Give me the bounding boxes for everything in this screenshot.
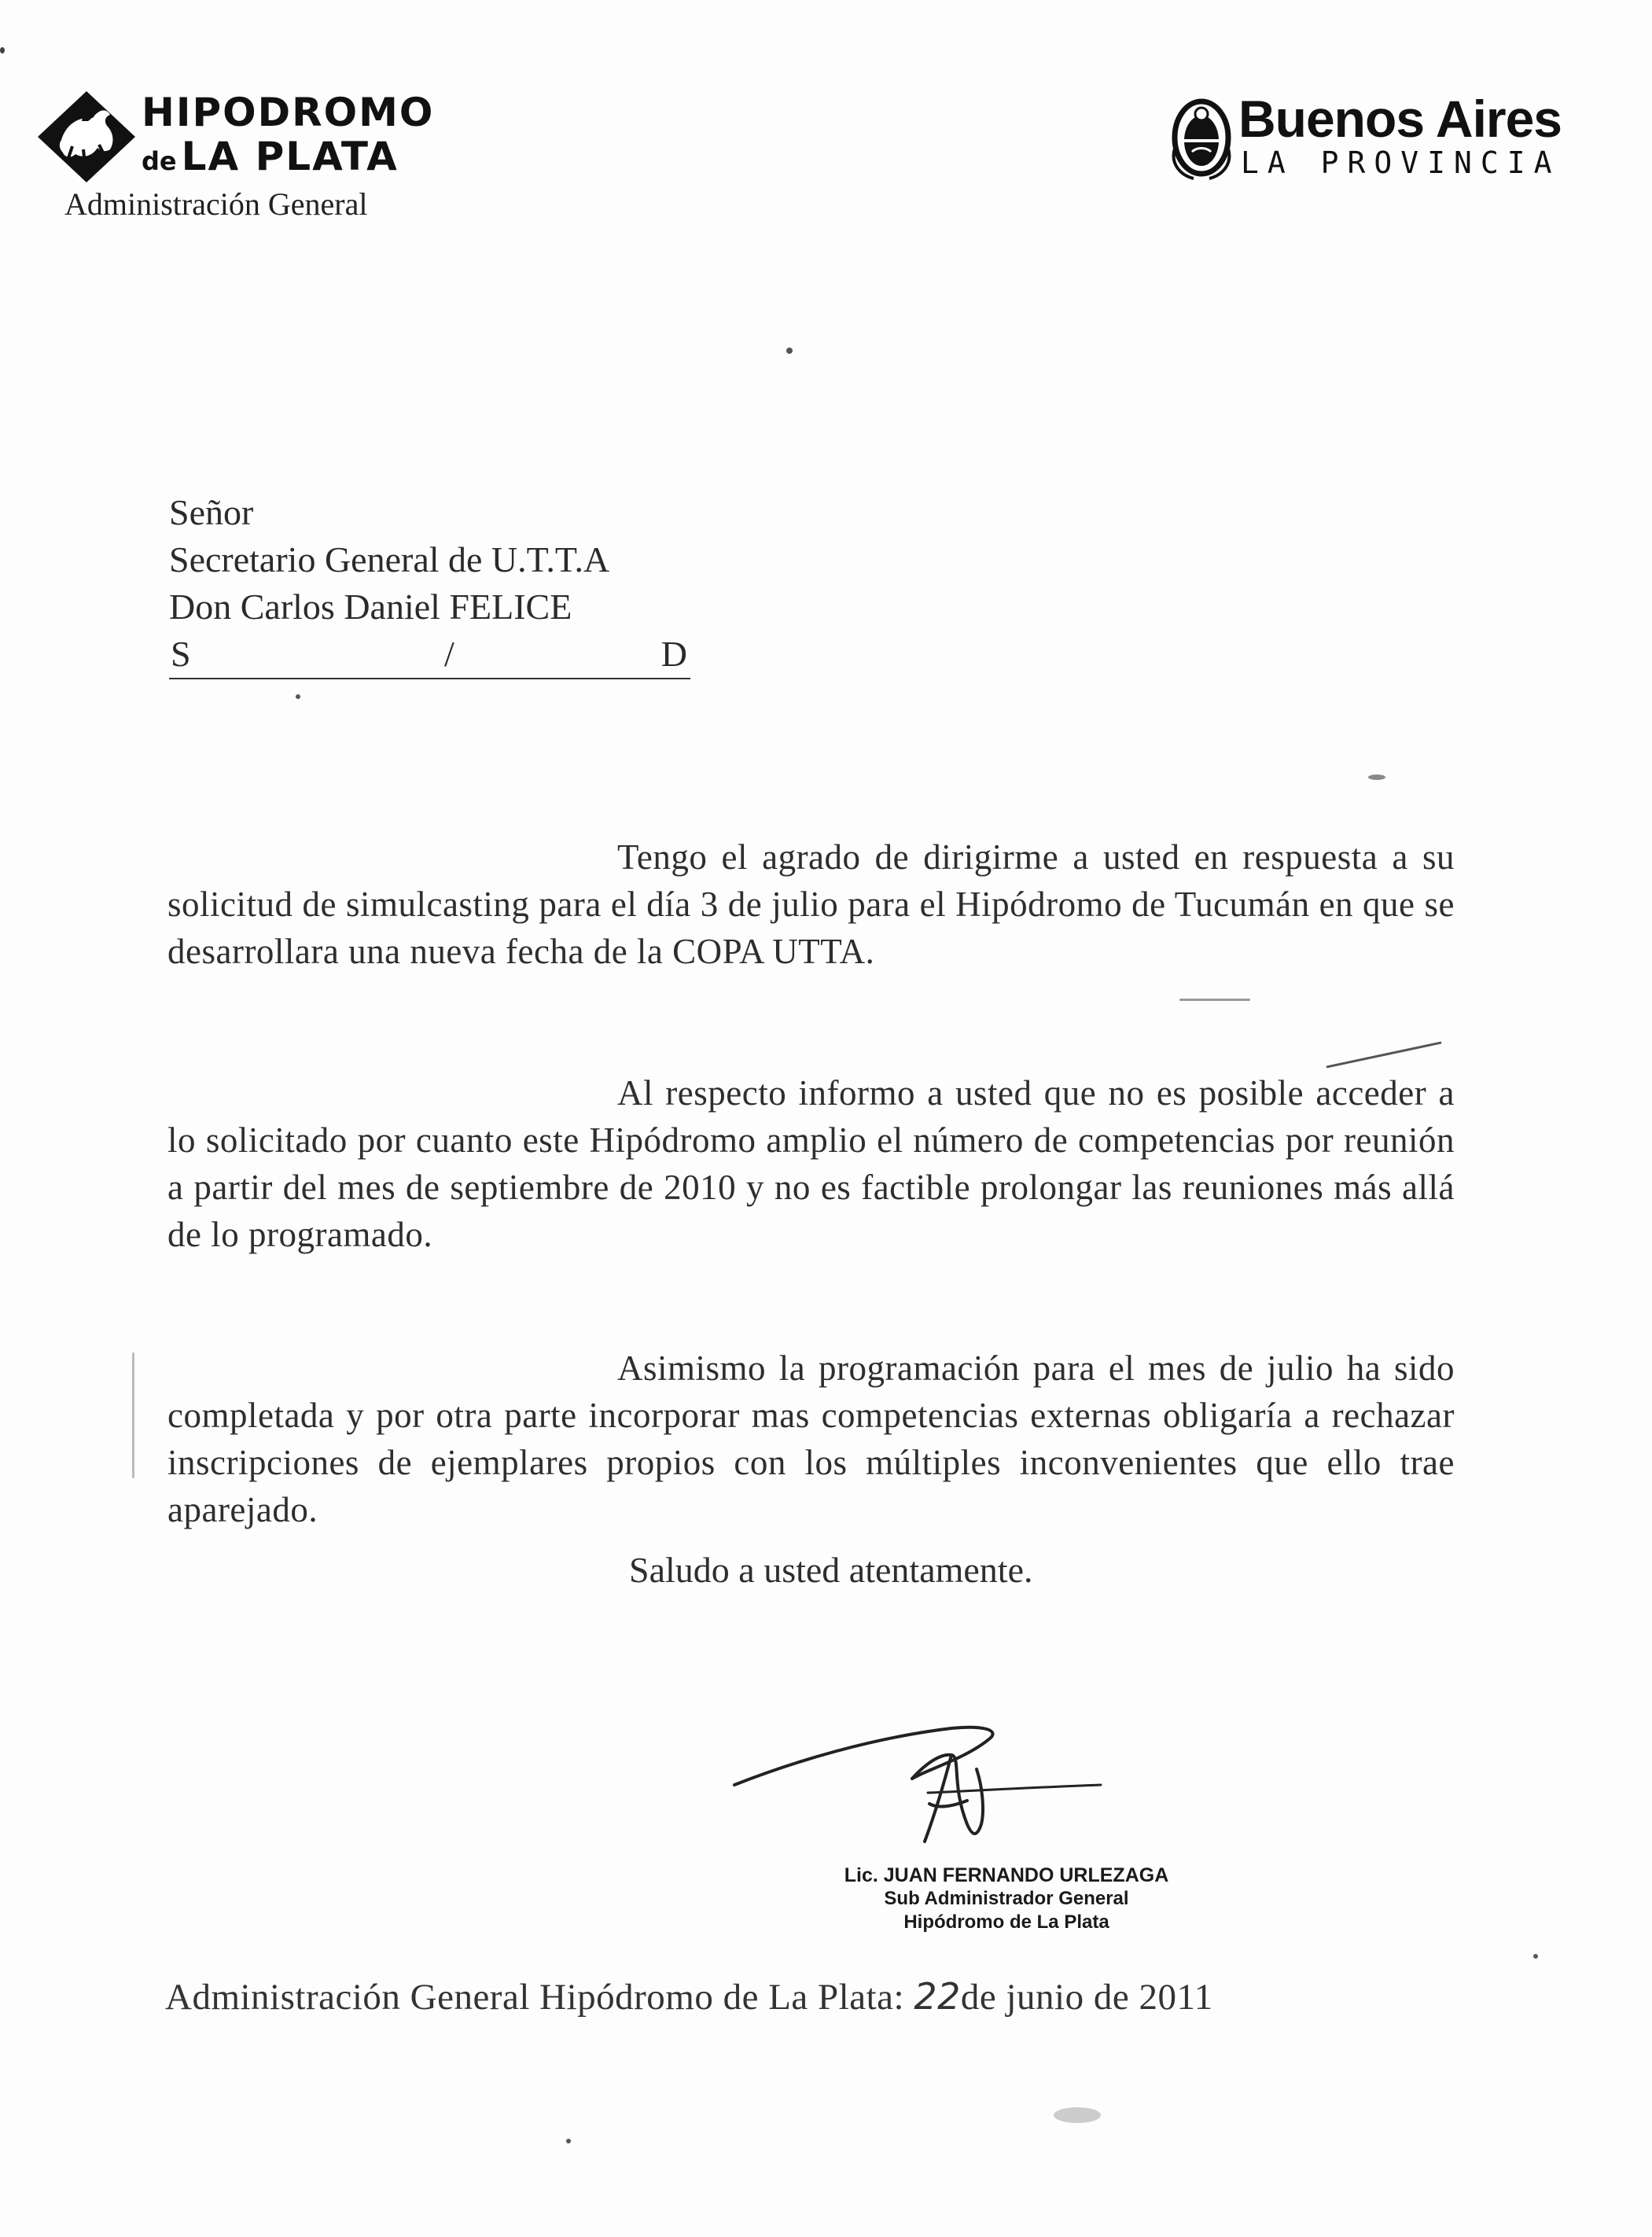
sd-slash: / [444, 634, 454, 674]
scan-speck [1054, 2107, 1101, 2123]
sd-left: S [171, 634, 191, 674]
brand-name-line2 [142, 134, 399, 179]
scan-speck [566, 2139, 571, 2143]
scan-speck [1368, 774, 1385, 780]
horse-rider-emblem-icon [31, 85, 142, 187]
brand-name-line1: HIPODROMO [142, 90, 435, 135]
recipient-sd-line [169, 631, 690, 679]
handwritten-signature [731, 1706, 1140, 1864]
footer-day: 22 [914, 1975, 961, 2018]
footer-month-year: de junio de 2011 [960, 1977, 1213, 2018]
recipient-block [169, 489, 719, 679]
signatory-title: Sub Administrador General [884, 1888, 1129, 1909]
scan-speck [1179, 999, 1250, 1001]
recipient-position: Secretario General de U.T.T.A [169, 539, 610, 579]
brand-name-prefix: de [142, 146, 177, 176]
scan-speck [296, 694, 300, 699]
scan-speck [0, 47, 5, 53]
signatory-name: Lic. JUAN FERNANDO URLEZAGA [844, 1864, 1169, 1886]
closing-line: Saludo a usted atentamente. [629, 1550, 1033, 1590]
recipient-salutation: Señor [169, 492, 254, 532]
brand-name-city: LA PLATA [181, 134, 399, 179]
hipodromo-logo [31, 79, 440, 236]
coat-of-arms-icon [1170, 94, 1233, 182]
body-paragraph: Asimismo la programación para el mes de julio ha sido completada y por otra parte incorporar mas competencias externas obligaría a rechazar inscripciones de ejemplares propios con los múltiples inconvenientes que ello trae aparejado. [167, 1348, 1455, 1529]
body-paragraph: Tengo el agrado de dirigirme a usted en respuesta a su solicitud de simulcasting para el día 3 de julio para el Hipódromo de Tucumán en que se desarrollara una nueva fecha de la COPA UTTA. [167, 837, 1455, 971]
letter-body [167, 833, 1455, 1628]
signatory-org: Hipódromo de La Plata [903, 1911, 1109, 1933]
province-subtitle: LA PROVINCIA [1241, 145, 1561, 180]
province-title: Buenos Aires [1238, 90, 1562, 148]
footer-text: Administración General Hipódromo de La Plata: [165, 1977, 914, 2018]
brand-subtitle: Administración General [64, 186, 368, 222]
body-paragraph: Al respecto informo a usted que no es posible acceder a lo solicitado por cuanto este Hipódromo amplio el número de competencias por reunión a partir del mes de septiembre de 2010 y no es factible prolongar las reuniones más allá de lo programado. [167, 1073, 1455, 1254]
sd-right: D [660, 634, 687, 674]
scan-speck [132, 1352, 134, 1478]
scan-speck [1533, 1954, 1538, 1959]
recipient-name: Don Carlos Daniel FELICE [169, 587, 572, 627]
scan-speck [786, 348, 793, 354]
signature-block [786, 1864, 1227, 1934]
footer-date-line [165, 1975, 1213, 2018]
buenos-aires-logo [1164, 90, 1588, 185]
